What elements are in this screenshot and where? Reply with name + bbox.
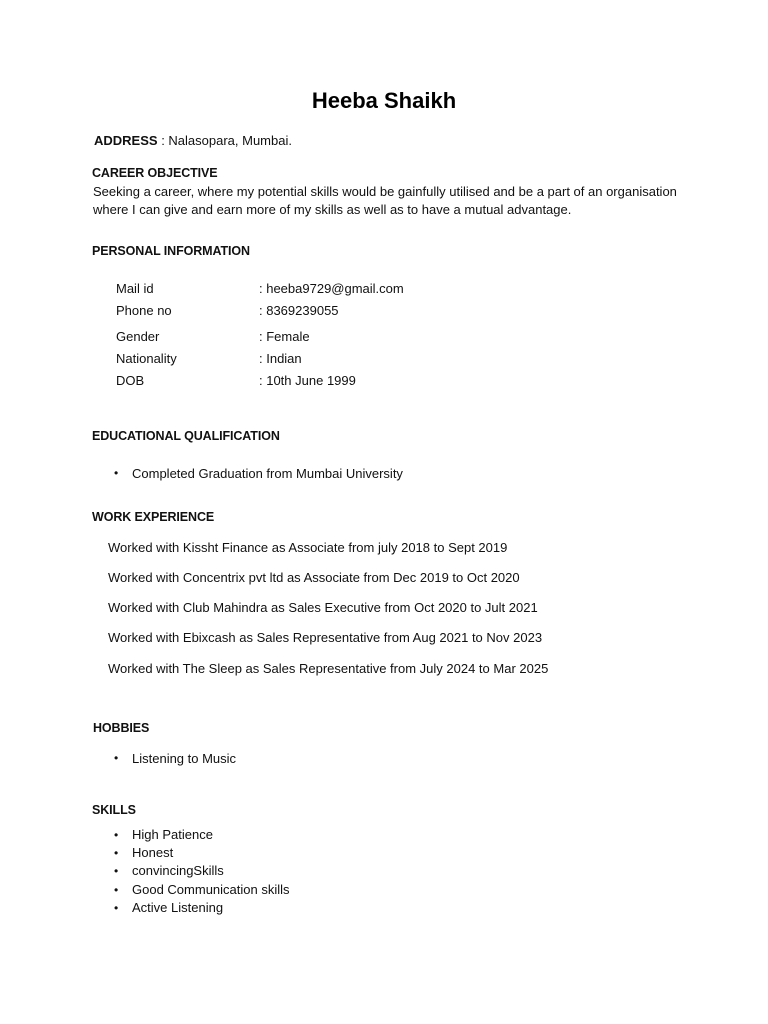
bullet-icon: • xyxy=(114,864,119,879)
education-item: Completed Graduation from Mumbai University xyxy=(132,466,403,481)
skill-item: Good Communication skills xyxy=(132,881,290,897)
list-item xyxy=(114,751,236,766)
info-row-phone xyxy=(116,303,516,318)
work-item: Worked with Concentrix pvt ltd as Associate from Dec 2019 to Oct 2020 xyxy=(108,570,520,585)
bullet-icon: • xyxy=(114,466,119,480)
candidate-name: Heeba Shaikh xyxy=(311,88,457,113)
work-item: Worked with Ebixcash as Sales Representative from Aug 2021 to Nov 2023 xyxy=(108,630,543,645)
career-objective-text xyxy=(93,183,703,218)
skill-item: Active Listening xyxy=(132,899,224,915)
skills-heading: SKILLS xyxy=(92,803,136,817)
work-item: Worked with Club Mahindra as Sales Executive from Oct 2020 to Jult 2021 xyxy=(108,600,538,615)
info-row-gender xyxy=(116,329,516,344)
bullet-icon: • xyxy=(114,828,119,842)
info-key: DOB xyxy=(116,373,145,388)
info-value: : Female xyxy=(259,329,310,344)
work-item: Worked with Kissht Finance as Associate from july 2018 to Sept 2019 xyxy=(108,540,508,555)
bullet-icon: • xyxy=(114,751,119,765)
hobby-item: Listening to Music xyxy=(132,751,237,766)
hobbies-list xyxy=(114,751,236,766)
info-key: Phone no xyxy=(116,303,172,318)
skill-item: Honest xyxy=(132,845,174,861)
work-item: Worked with The Sleep as Sales Representative from July 2024 to Mar 2025 xyxy=(108,661,549,676)
personal-information-heading: PERSONAL INFORMATION xyxy=(92,244,250,258)
info-value: : 10th June 1999 xyxy=(259,373,356,388)
bullet-icon: • xyxy=(114,846,119,861)
list-item xyxy=(114,862,290,880)
info-row-dob xyxy=(116,373,516,388)
bullet-icon: • xyxy=(114,900,119,915)
skill-item: High Patience xyxy=(132,827,213,842)
info-value: : heeba9729@gmail.com xyxy=(259,281,404,296)
info-row-mail xyxy=(116,281,516,296)
info-key: Nationality xyxy=(116,351,177,366)
address-line xyxy=(94,133,292,148)
list-item xyxy=(114,881,290,899)
career-objective-heading: CAREER OBJECTIVE xyxy=(92,166,218,180)
info-value: : 8369239055 xyxy=(259,303,339,318)
bullet-icon: • xyxy=(114,882,119,897)
skill-item: convincingSkills xyxy=(132,863,224,879)
list-item xyxy=(114,899,290,917)
list-item xyxy=(114,826,290,844)
info-key: Gender xyxy=(116,329,160,344)
work-experience-heading: WORK EXPERIENCE xyxy=(92,510,215,524)
list-item xyxy=(114,844,290,862)
address-value: : Nalasopara, Mumbai. xyxy=(157,133,292,148)
hobbies-heading: HOBBIES xyxy=(93,721,150,735)
info-value: : Indian xyxy=(259,351,302,366)
info-row-nationality xyxy=(116,351,516,366)
career-objective-line: where I can give and earn more of my skills as well as to have a mutual advantage. xyxy=(93,201,572,217)
info-key: Mail id xyxy=(116,281,154,296)
education-heading: EDUCATIONAL QUALIFICATION xyxy=(92,429,280,443)
education-list xyxy=(114,466,403,481)
address-label: ADDRESS xyxy=(94,133,158,148)
list-item xyxy=(114,466,403,481)
career-objective-line: Seeking a career, where my potential skills would be gainfully utilised and be a part of an organisation xyxy=(93,184,677,199)
skills-list xyxy=(114,826,290,917)
